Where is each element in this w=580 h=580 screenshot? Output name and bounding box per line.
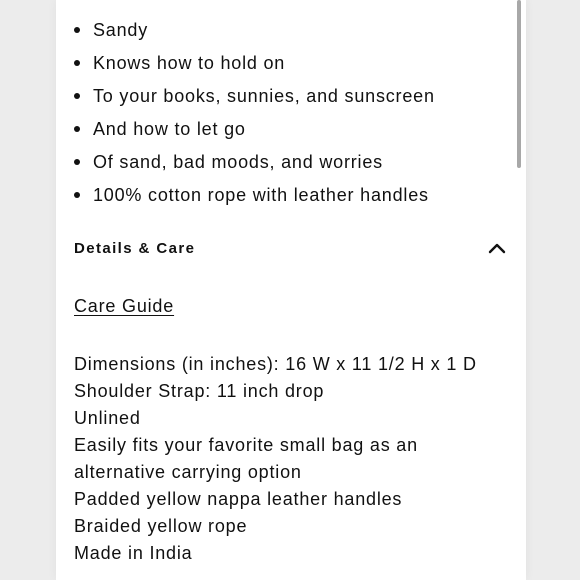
chevron-up-icon[interactable] (488, 241, 506, 255)
feature-text: Of sand, bad moods, and worries (93, 151, 383, 172)
feature-list-item (74, 112, 504, 145)
bullet-icon (74, 93, 80, 99)
bullet-icon (74, 60, 80, 66)
details-line: Unlined (74, 408, 141, 428)
bullet-icon (74, 126, 80, 132)
feature-list-item (74, 79, 504, 112)
details-care-title: Details & Care (74, 239, 196, 257)
bullet-icon (74, 192, 80, 198)
scrollbar-thumb[interactable] (517, 0, 521, 168)
bullet-icon (74, 159, 80, 165)
feature-list-item (74, 13, 504, 46)
details-line: Dimensions (in inches): 16 W x 11 1/2 H x 1 D (74, 354, 477, 374)
feature-text: And how to let go (93, 118, 246, 139)
details-line: Braided yellow rope (74, 516, 248, 536)
feature-text: 100% cotton rope with leather handles (93, 184, 429, 205)
details-care-accordion-header[interactable] (74, 234, 506, 262)
feature-list-item (74, 178, 504, 211)
details-line: Padded yellow nappa leather handles (74, 489, 403, 509)
feature-list-item (74, 145, 504, 178)
details-line: Shoulder Strap: 11 inch drop (74, 381, 325, 401)
feature-list (74, 13, 504, 211)
details-line: Made in India (74, 543, 193, 563)
feature-text: Knows how to hold on (93, 52, 286, 73)
feature-text: Sandy (93, 19, 149, 40)
details-line: Easily fits your favorite small bag as an alternative carrying option (74, 435, 418, 482)
feature-text: To your books, sunnies, and sunscreen (93, 85, 435, 106)
details-care-content (74, 351, 514, 567)
bullet-icon (74, 27, 80, 33)
feature-list-item (74, 46, 504, 79)
care-guide-link[interactable]: Care Guide (74, 296, 175, 316)
